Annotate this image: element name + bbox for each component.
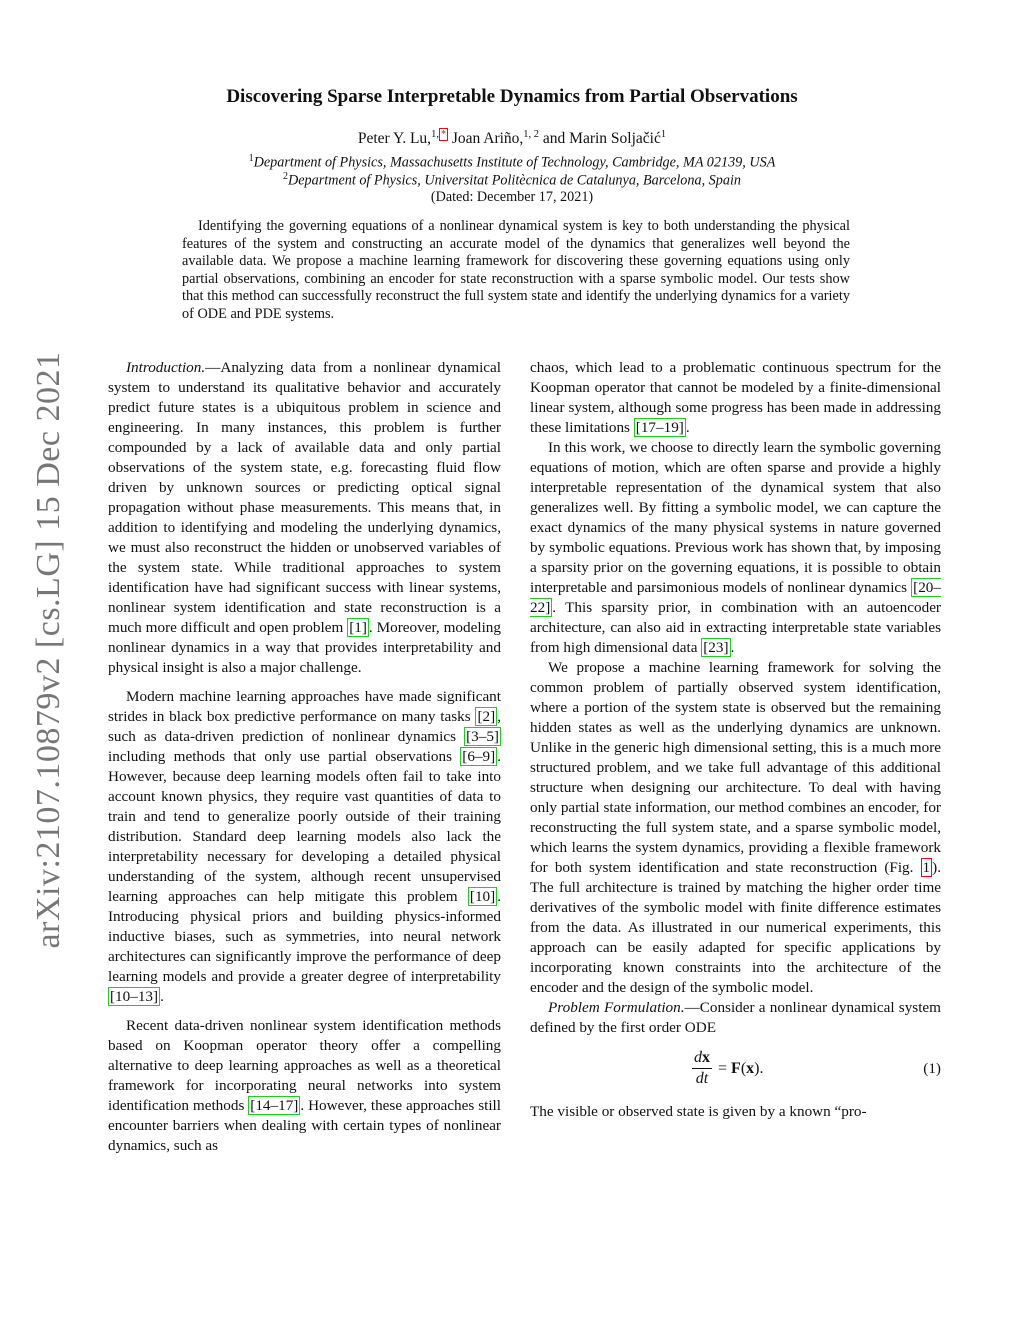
left-column [108, 358, 501, 1156]
citation-link[interactable]: [17–19] [635, 419, 684, 436]
chaos-paragraph: chaos, which lead to a problematic continuous spectrum for the Koopman operator that cannot be modeled by a finite-dimensional linear system, although some progress has been made in addressing these limitations [17–19] . [530, 359, 941, 436]
citation-link[interactable]: [10–13] [110, 988, 159, 1005]
arxiv-sidebar [20, 350, 78, 950]
affiliation-2: $^2$Department of Physics, Universitat Politècnica de Catalunya, Barcelona, Spain [283, 171, 741, 189]
arxiv-identifier: arXiv:2107.10879v2 [cs.LG] 15 Dec 2021 [30, 351, 67, 949]
affiliation-1: $^1$Department of Physics, Massachusetts Institute of Technology, Cambridge, MA 02139, USA [248, 153, 776, 171]
framework-paragraph: We propose a machine learning framework for solving the common problem of partially observed system identification, where a portion of the system state is observed but the remaining hidden states as well as the underlying dynamics are unknown. Unlike in the generic high dimensional setting, this is a much more structured problem, and we take full advantage of this additional structure when designing our architecture. To deal with having only partial state information, our method combines an encoder, for reconstructing the full system state, and a sparse symbolic model, which learns the system dynamics, providing a flexible framework for both system identification and state reconstruction (Fig. 1 ). The full architecture is trained by matching the higher order time derivatives of the symbolic model with finite difference estimates from the data. As illustrated in our numerical experiments, this approach can be easily adapted for specific applications by incorporating known constraints into the architecture of the encoder and the design of the symbolic model. [530, 659, 941, 996]
citation-link[interactable]: [1] [349, 619, 367, 636]
paper-title: Discovering Sparse Interpretable Dynamics from Partial Observations [226, 86, 798, 107]
figure-link[interactable]: 1 [922, 859, 931, 876]
citation-link[interactable]: [10] [469, 888, 496, 905]
ml-paragraph: Modern machine learning approaches have made significant strides in black box predictive performance on many tasks [2] , such as data-driven prediction of nonlinear dynamics [3–5] including methods that only use partial observations [6–9] . However, because deep learning models often fail to take into account known physics, they require vast quantities of data to train and tend to generalize poorly outside of their training distribution. Standard deep learning models also lack the interpretability necessary for developing a detailed physical understanding of the system, although recent unsupervised learning approaches can help mitigate this problem [10] . Introducing physical priors and building physics-informed inductive biases, such as symmetries, into neural network architectures can significantly improve the performance of deep learning models and provide a greater degree of interpretability [10–13] . [108, 688, 501, 1005]
citation-link[interactable]: [6–9] [462, 748, 496, 765]
equation-1 [530, 1044, 941, 1096]
intro-label: Introduction. [126, 359, 206, 376]
abstract: Identifying the governing equations of a nonlinear dynamical system is key to both understanding the physical features of the system and constructing an accurate model of the dynamics that generalizes well beyond the available data. We propose a machine learning framework for discovering these governing equations using only partial observations, combining an encoder for state reconstruction with a sparse symbolic model. Our tests show that this method can successfully reconstruct the full system state and identify the underlying dynamics for a variety of ODE and PDE systems. [182, 218, 850, 322]
author-arino: Joan Ariño, [447, 130, 524, 148]
visible-state-paragraph: The visible or observed state is given by a known “pro- [530, 1103, 867, 1120]
citation-link[interactable]: [20–22] [530, 579, 941, 616]
equation-body: $\frac{dx}{dt}$ = F ( x ). [694, 1049, 764, 1087]
derivative-fraction: $\frac{dx}{dt}$ [694, 1049, 710, 1087]
citation-link[interactable]: [23] [703, 639, 729, 656]
citation-link[interactable]: [14–17] [250, 1097, 299, 1114]
intro-paragraph: Introduction.—Analyzing data from a nonlinear dynamical system to understand its qualitative behavior and accurately predict future states is a ubiquitous problem in science and engineering. In many instances, this problem is further compounded by a lack of available data and only partial observations of the system state, e.g. forecasting fluid flow driven by unknown sources or predicting optical signal propagation without phase measurements. This means that, in addition to identifying and modeling the underlying dynamics, we must also reconstruct the hidden or unobserved variables of the system state. While traditional approaches to system identification have had significant success with linear systems, nonlinear system identification and state reconstruction is a much more difficult and open problem [1] . Moreover, modeling nonlinear dynamics in a way that provides interpretability and physical insight is also a major challenge. [108, 359, 501, 676]
dated-line: (Dated: December 17, 2021) [430, 189, 594, 205]
problem-paragraph: Problem Formulation.—Consider a nonlinear dynamical system defined by the first order ODE [530, 999, 941, 1036]
corresponding-author-link[interactable]: * [440, 129, 446, 140]
right-column [530, 358, 941, 1122]
koopman-paragraph: Recent data-driven nonlinear system identification methods based on Koopman operator theory offer a compelling alternative to deep learning approaches as well as a theoretical framework for incorporating neural networks into system identification methods [14–17] . However, these approaches still encounter barriers when dealing with certain types of nonlinear dynamics, such as [108, 1017, 501, 1154]
equation-number: (1) [923, 1060, 941, 1077]
author-line: Peter Y. Lu,$^{1, *}$ Joan Ariño,$^{1, 2}$ and Marin Soljačić$^1$ [357, 129, 667, 148]
citation-link[interactable]: [2] [477, 708, 496, 725]
author-soljacic: and Marin Soljačić [539, 130, 661, 148]
citation-link[interactable]: [3–5] [466, 728, 499, 745]
author-lu: Peter Y. Lu, [357, 130, 432, 148]
this-work-paragraph: In this work, we choose to directly learn the symbolic governing equations of motion, which are often sparse and provide a highly interpretable representation of the dynamical system that also generalizes well. By fitting a symbolic model, we can capture the exact dynamics of the many physical systems in nature governed by symbolic equations. Previous work has shown that, by imposing a sparsity prior on the governing equations, it is possible to obtain interpretable and parsimonious models of nonlinear dynamics [20–22] . This sparsity prior, in combination with an autoencoder architecture, can also aid in extracting interpretable state variables from high dimensional data [23] . [530, 439, 941, 656]
problem-label: Problem Formulation. [548, 999, 685, 1016]
